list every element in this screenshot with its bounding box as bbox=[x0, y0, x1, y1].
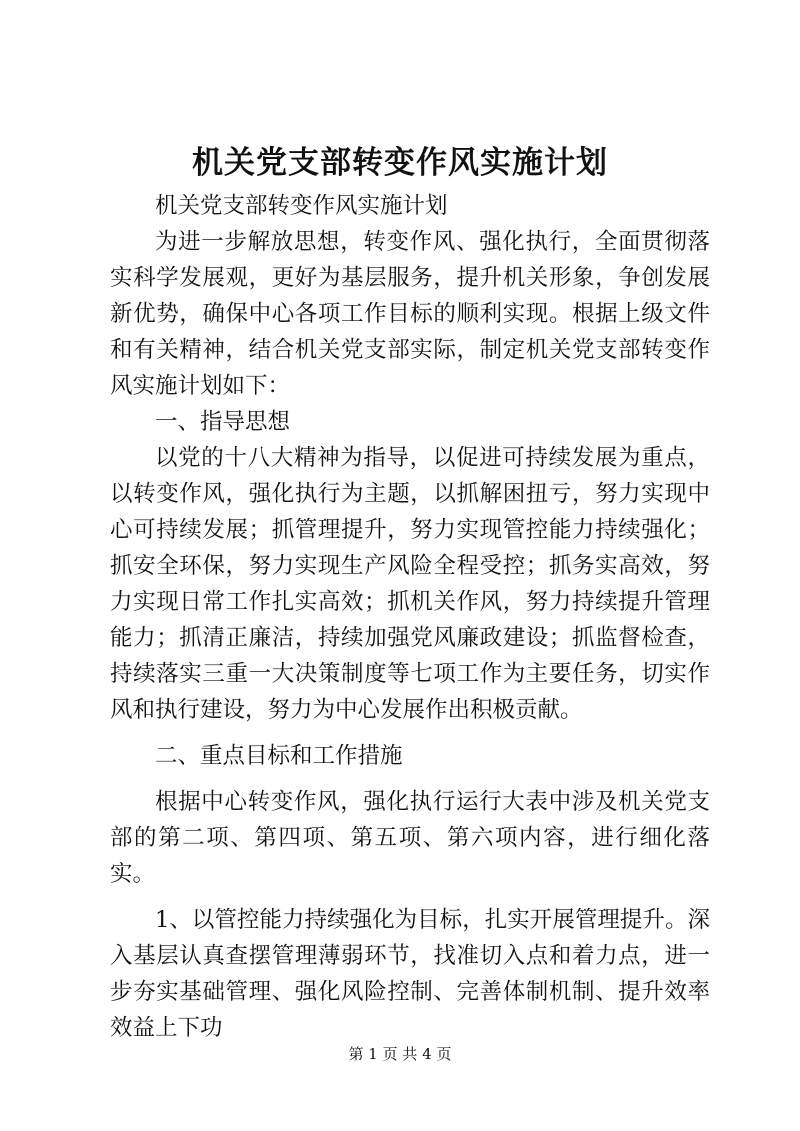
paragraph-item-1: 1、以管控能力持续强化为目标，扎实开展管理提升。深入基层认真查摆管理薄弱环节，找准切入点和着力点，进一步夯实基础管理、强化风险控制、完善体制机制、提升效率效益上下功 bbox=[110, 907, 710, 1041]
paragraph-intro: 为进一步解放思想，转变作风、强化执行，全面贯彻落实科学发展观，更好为基层服务，提升机关形象，争创发展新优势，确保中心各项工作目标的顺利实现。根据上级文件和有关精神，结合机关党支部实际，制定机关党支部转变作风实施计划如下： bbox=[110, 229, 710, 399]
document-title: 机关党支部转变作风实施计划 bbox=[192, 145, 608, 181]
paragraph-key-goals: 根据中心转变作风，强化执行运行大表中涉及机关党支部的第二项、第四项、第五项、第六项内容，进行细化落实。 bbox=[110, 789, 710, 887]
heading-key-goals: 二、重点目标和工作措施 bbox=[155, 743, 403, 769]
page-footer: 第 1 页 共 4 页 bbox=[348, 1045, 452, 1063]
document-body bbox=[110, 188, 710, 1046]
paragraph-subtitle: 机关党支部转变作风实施计划 bbox=[155, 193, 448, 219]
paragraph-guiding-ideology: 以党的十八大精神为指导，以促进可持续发展为重点，以转变作风，强化执行为主题，以抓解困扭亏，努力实现中心可持续发展；抓管理提升，努力实现管控能力持续强化；抓安全环保，努力实现生产风险全程受控；抓务实高效，努力实现日常工作扎实高效；抓机关作风，努力持续提升管理能力；抓清正廉洁，持续加强党风廉政建设；抓监督检查，持续落实三重一大决策制度等七项工作为主要任务，切实作风和执行建设，努力为中心发展作出积极贡献。 bbox=[110, 445, 710, 723]
heading-guiding-ideology: 一、指导思想 bbox=[155, 409, 291, 435]
